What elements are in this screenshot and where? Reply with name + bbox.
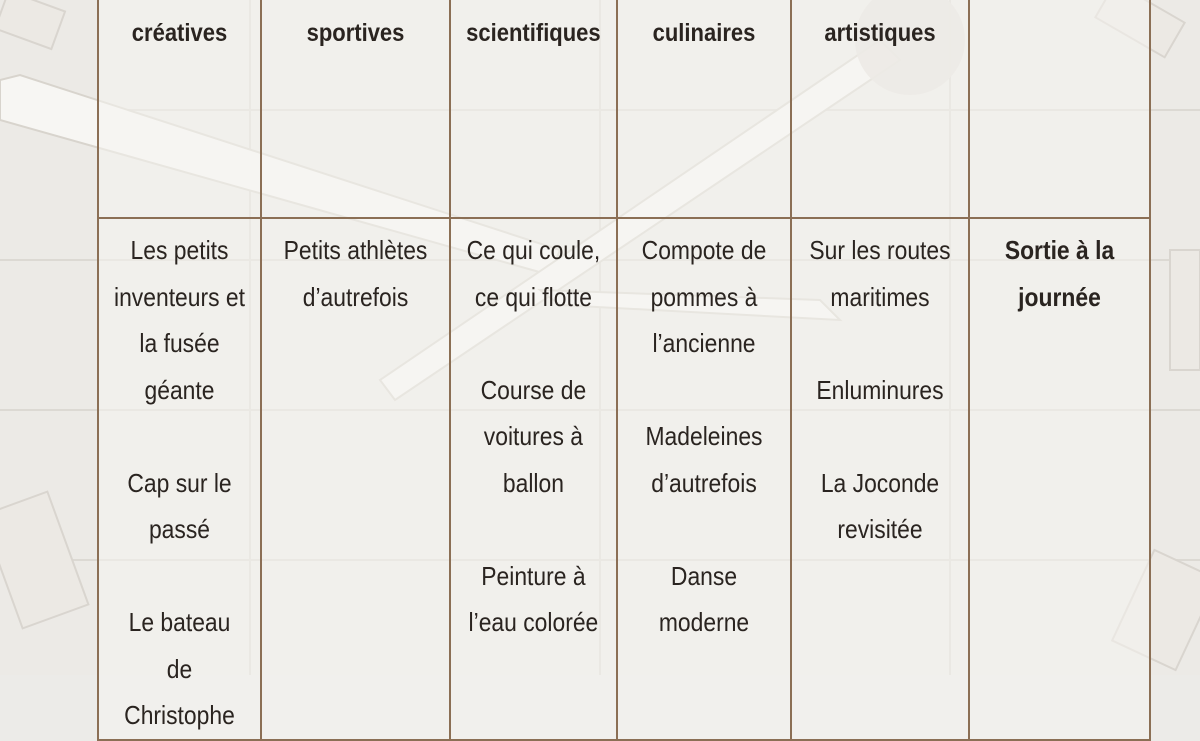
activity-item: La Joconde revisitée <box>820 467 939 544</box>
activity-item: Enluminures <box>816 374 944 405</box>
header-culinaires: culinaires <box>617 0 791 218</box>
activities-table <box>97 0 1151 741</box>
activity-item: Peinture à l’eau colorée <box>468 560 599 637</box>
activity-item: Compote de pommes à l’ancienne <box>641 235 767 358</box>
cell-sportives <box>261 218 450 740</box>
header-sportives: sportives <box>261 0 450 218</box>
header-scientifiques: scientifiques <box>450 0 617 218</box>
activity-item: Petits athlètes d’autrefois <box>283 235 428 312</box>
activity-item: Madeleines d’autrefois <box>645 421 763 498</box>
cell-artistiques <box>791 218 969 740</box>
header-row <box>98 0 1150 218</box>
activity-item: Sur les routes maritimes <box>809 235 951 312</box>
header-creatives: créatives <box>98 0 261 218</box>
activity-item: Le bateau de Christophe <box>124 607 235 730</box>
activity-item: Ce qui coule, ce qui flotte <box>466 235 601 312</box>
activity-item: Sortie à la journée <box>1004 235 1115 312</box>
header-artistiques: artistiques <box>791 0 969 218</box>
activity-item: Danse moderne <box>658 560 749 637</box>
header-sortie <box>969 0 1150 218</box>
cell-sortie <box>969 218 1150 740</box>
activity-item: Cap sur le passé <box>127 467 232 544</box>
cell-creatives <box>98 218 261 740</box>
cell-culinaires <box>617 218 791 740</box>
cell-scientifiques <box>450 218 617 740</box>
schedule-table-wrapper <box>97 0 1151 741</box>
activity-item: Les petits inventeurs et la fusée géante <box>113 235 246 405</box>
activities-row <box>98 218 1150 740</box>
activity-item: Course de voitures à ballon <box>480 374 587 498</box>
